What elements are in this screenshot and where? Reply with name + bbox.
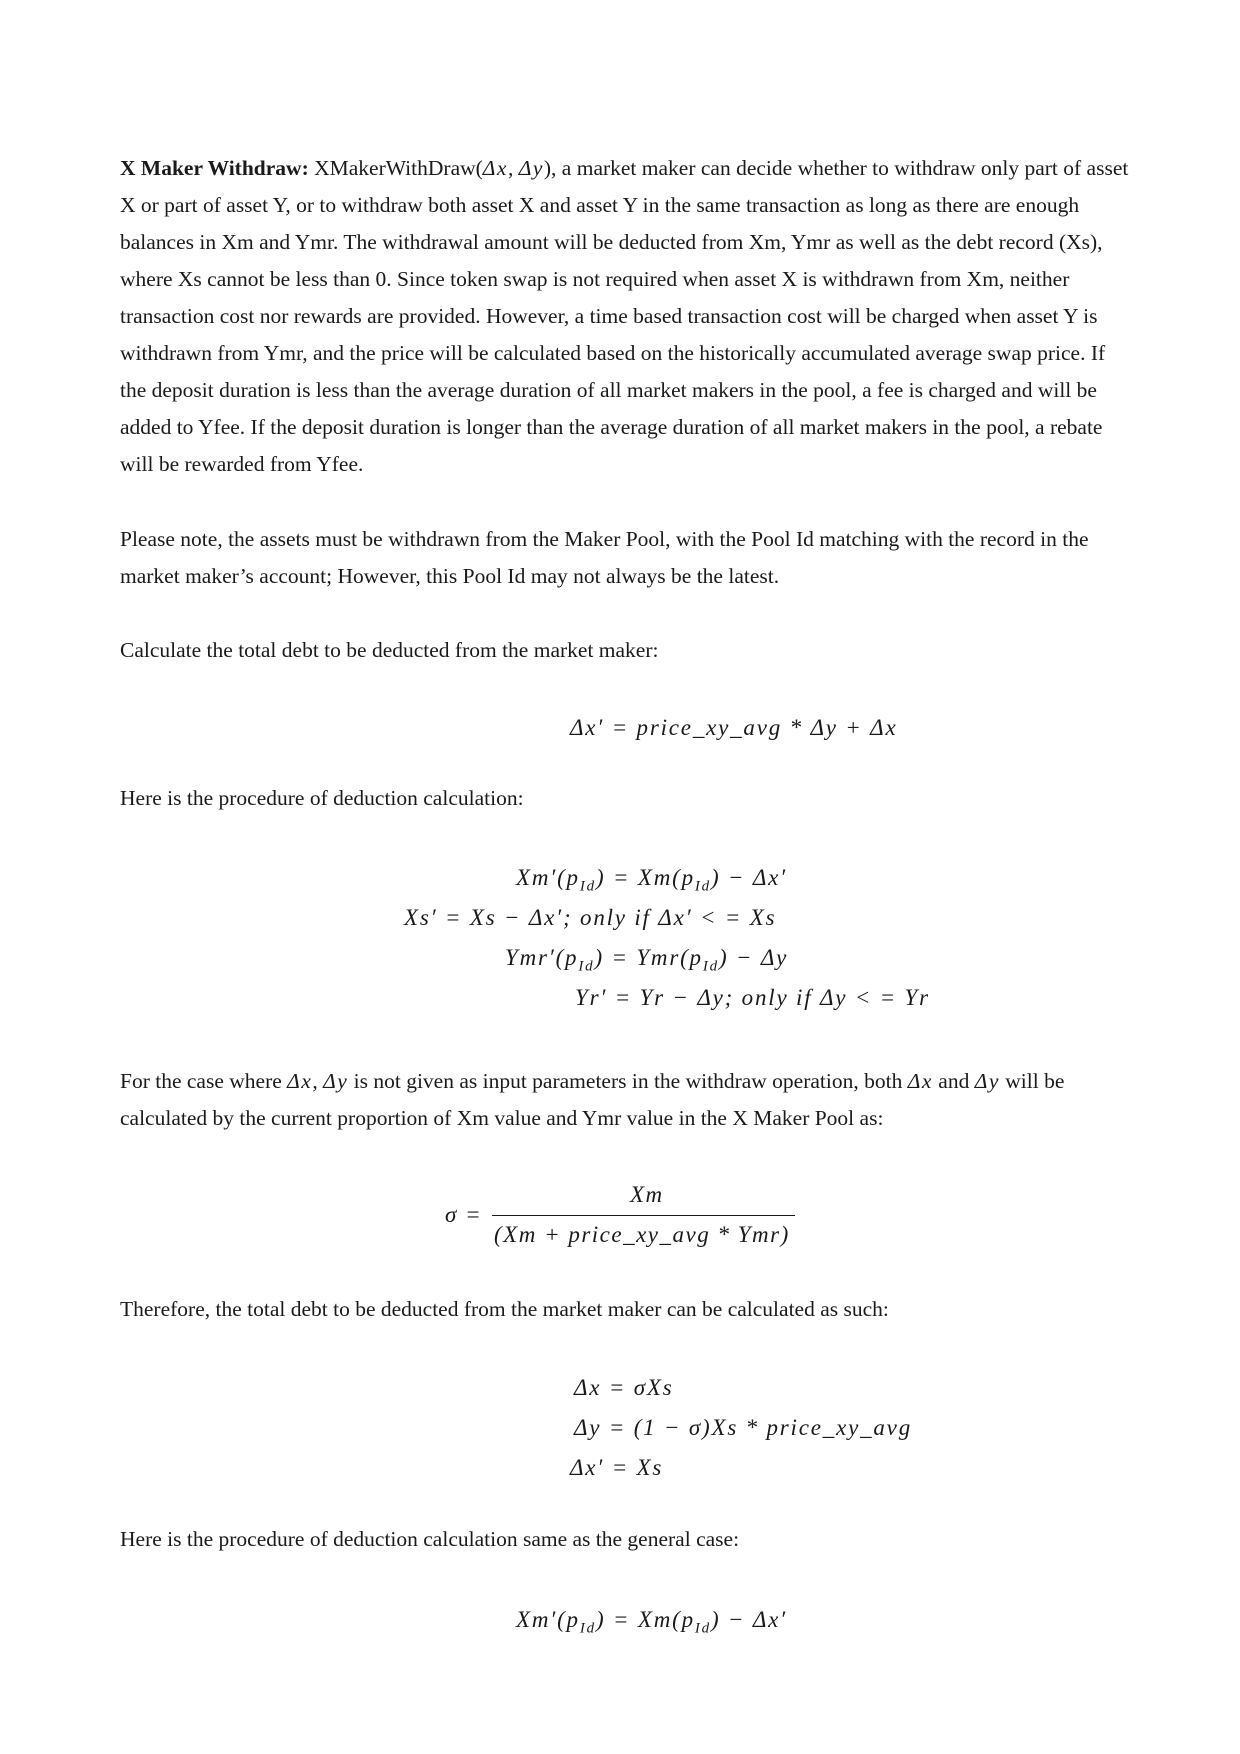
math-delta-x: Δx — [482, 156, 508, 180]
equation-xs-update: Xs′ = Xs − Δx′; only if Δx′ < = Xs — [404, 905, 777, 930]
text: will be calculated by the current proportion of Xm value and Ymr value in the X Maker Pool as: — [120, 1069, 1065, 1130]
text: is not given as input parameters in the withdraw operation, both — [348, 1069, 908, 1093]
equation-delta-y-default: Δy = (1 − σ)Xs * price_xy_avg — [574, 1415, 912, 1440]
paragraph-default-case — [120, 1063, 1130, 1137]
equation-ymr-update — [505, 943, 788, 982]
math-delta-x: Δx — [907, 1069, 933, 1093]
math-delta-y: Δy — [974, 1069, 1000, 1093]
eq-subscript: Id — [694, 878, 711, 895]
text: and — [932, 1069, 975, 1093]
eq-part: ) = Xm(p — [595, 865, 695, 890]
equation-delta-x-default: Δx = σXs — [574, 1375, 674, 1400]
equation-xm-update-repeat — [516, 1605, 787, 1644]
math-delta-y: Δy — [323, 1069, 349, 1093]
paragraph-text: ), a market maker can decide whether to withdraw only part of asset X or part of asset Y, or to withdraw both asset X and asset Y in the same transaction as long as there are enough balances in Xm and Ymr. The withdrawal amount will be deducted from Xm, Ymr as well as the debt record (Xs), where Xs cannot be less than 0. Since token swap is not required when asset X is withdrawn from Xm, neither transaction cost nor rewards are provided. However, a time based transaction cost will be charged when asset Y is withdrawn from Ymr, and the price will be calculated based on the historically accumulated average swap price. If the deposit duration is less than the average duration of all market makers in the pool, a fee is charged and will be added to Yfee. If the deposit duration is longer than the average duration of all market makers in the pool, a rebate will be rewarded from Yfee. — [120, 156, 1129, 476]
equation-total-debt: Δx′ = price_xy_avg * Δy + Δx — [570, 715, 898, 740]
eq-part: ) = Xm(p — [595, 1607, 695, 1632]
equation-xm-update — [516, 863, 787, 902]
eq-part: Ymr′(p — [505, 945, 579, 970]
eq-part: ) − Δx′ — [710, 865, 788, 890]
fraction-bar — [492, 1215, 795, 1216]
eq-part: Xm′(p — [516, 1607, 580, 1632]
eq-subscript: Id — [578, 958, 595, 975]
eq-subscript: Id — [702, 958, 719, 975]
eq-part: ) − Δx′ — [710, 1607, 788, 1632]
paragraph-procedure-same: Here is the procedure of deduction calculation same as the general case: — [120, 1527, 740, 1551]
eq-subscript: Id — [694, 1620, 711, 1637]
math-delta-y: Δy — [518, 156, 544, 180]
paragraph-total-debt-intro: Calculate the total debt to be deducted from the market maker: — [120, 638, 659, 662]
paragraph-pool-note: Please note, the assets must be withdrawn from the Maker Pool, with the Pool Id matching with the record in the market maker’s account; However, this Pool Id may not always be the latest. — [120, 527, 1089, 588]
paragraph-x-maker-withdraw — [120, 150, 1130, 483]
fraction-denominator: (Xm + price_xy_avg * Ymr) — [494, 1222, 790, 1247]
text: , — [312, 1069, 324, 1093]
separator: , — [507, 156, 519, 180]
eq-part: Xm′(p — [516, 865, 580, 890]
paragraph-total-debt-default: Therefore, the total debt to be deducted from the market maker can be calculated as such: — [120, 1297, 889, 1321]
eq-subscript: Id — [579, 878, 596, 895]
math-delta-x: Δx — [287, 1069, 313, 1093]
eq-part: ) = Ymr(p — [594, 945, 703, 970]
sigma-lhs: σ = — [445, 1202, 483, 1227]
eq-subscript: Id — [579, 1620, 596, 1637]
fraction-numerator: Xm — [630, 1182, 664, 1207]
section-lead: X Maker Withdraw: — [120, 156, 309, 180]
function-call-prefix: XMakerWithDraw( — [308, 156, 483, 180]
equation-yr-update: Yr′ = Yr − Δy; only if Δy < = Yr — [575, 985, 930, 1010]
paragraph-procedure-intro: Here is the procedure of deduction calculation: — [120, 786, 524, 810]
text: For the case where — [120, 1069, 288, 1093]
equation-delta-x-prime-default: Δx′ = Xs — [570, 1455, 664, 1480]
eq-part: ) − Δy — [718, 945, 789, 970]
